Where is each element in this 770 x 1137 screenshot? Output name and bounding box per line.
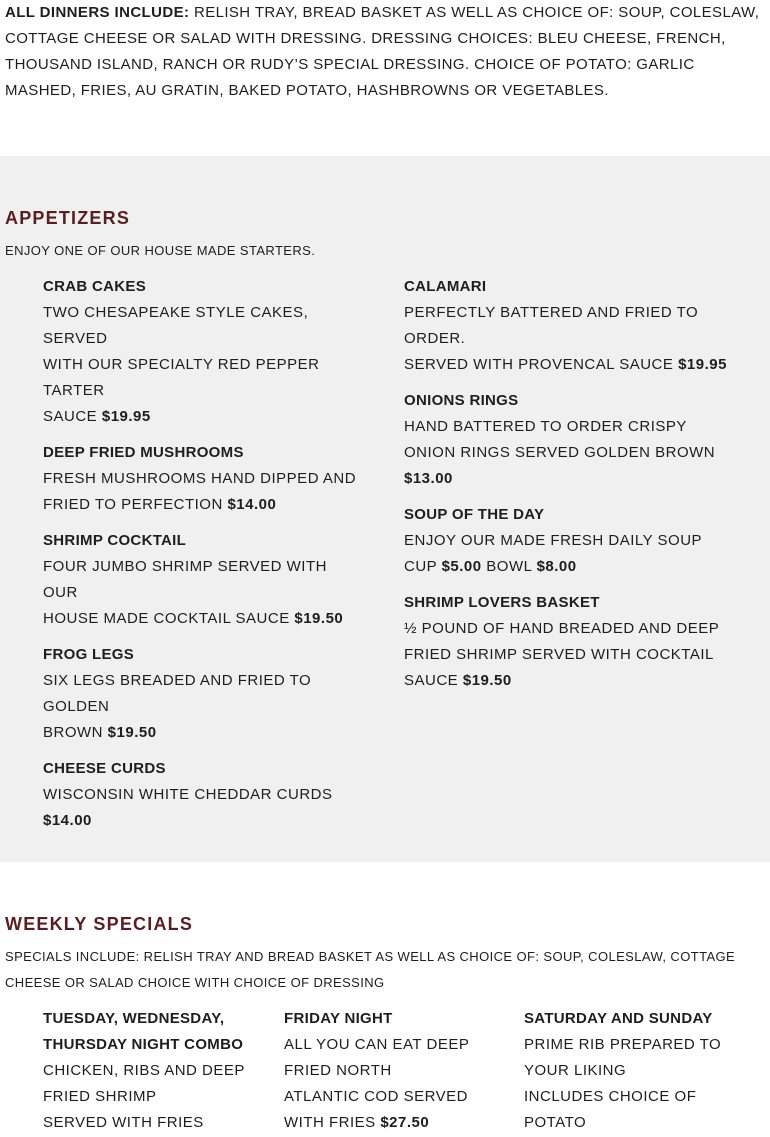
- item-description: [404, 300, 770, 378]
- item-description: [284, 1032, 524, 1136]
- weekly-specials-section: [0, 862, 770, 1136]
- desc-line: SERVED: [43, 330, 108, 347]
- name-line: FRIDAY NIGHT: [284, 1010, 393, 1027]
- desc-line: FOUR JUMBO SHRIMP SERVED WITH OUR: [43, 558, 327, 601]
- weekly-specials-description: [0, 944, 770, 996]
- item-description: [43, 782, 361, 834]
- desc-line: WITH FRIES: [284, 1114, 381, 1131]
- desc-line: FRESH MUSHROOMS HAND DIPPED AND: [43, 470, 357, 487]
- menu-item: [43, 528, 361, 632]
- desc-line: HOUSE MADE COCKTAIL SAUCE: [43, 610, 295, 627]
- appetizers-right-column: [361, 274, 770, 844]
- appetizers-columns: [0, 274, 770, 844]
- appetizers-heading: APPETIZERS: [5, 208, 131, 228]
- desc-line: WITH OUR SPECIALTY RED PEPPER: [43, 356, 320, 373]
- item-name: [284, 1006, 524, 1032]
- item-description: [43, 300, 361, 430]
- menu-item: [43, 274, 361, 430]
- item-name: SHRIMP LOVERS BASKET: [404, 594, 600, 611]
- item-price: $13.00: [404, 470, 453, 487]
- item-name: SOUP OF THE DAY: [404, 506, 545, 523]
- item-description: [404, 528, 770, 580]
- desc-line: ORDER.: [404, 330, 466, 347]
- item-price: $19.95: [678, 356, 727, 373]
- bowl-label: BOWL: [481, 558, 537, 575]
- desc-line: ENJOY OUR MADE FRESH DAILY SOUP: [404, 532, 703, 549]
- item-name: ONIONS RINGS: [404, 392, 519, 409]
- item-description: [43, 668, 361, 746]
- desc-line: FRIED TO PERFECTION: [43, 496, 228, 513]
- menu-item: [404, 590, 770, 694]
- name-line: TUESDAY, WEDNESDAY,: [43, 1010, 225, 1027]
- desc-line: TARTER: [43, 382, 105, 399]
- desc-line: HAND BATTERED TO ORDER CRISPY: [404, 418, 687, 435]
- item-name: CALAMARI: [404, 278, 487, 295]
- item-price: $14.00: [227, 496, 277, 513]
- appetizers-section: [0, 156, 770, 862]
- desc-line: SAUCE: [43, 408, 102, 425]
- desc-line: SPECIALS INCLUDE: RELISH TRAY AND BREAD BASKET AS WELL AS CHOICE OF: SOUP, COLESLAW, COTTAGE: [5, 949, 736, 964]
- weekly-specials-columns: [0, 1006, 770, 1136]
- desc-line: FRIED SHRIMP SERVED WITH COCKTAIL: [404, 646, 714, 663]
- item-price: $19.50: [107, 724, 157, 741]
- special-item: [524, 1006, 770, 1136]
- desc-line: SERVED WITH FRIES: [43, 1114, 204, 1131]
- desc-line: INCLUDES CHOICE OF: [524, 1088, 697, 1105]
- menu-item: [43, 642, 361, 746]
- desc-line: GOLDEN: [43, 698, 110, 715]
- menu-item: [404, 502, 770, 580]
- desc-line: SIX LEGS BREADED AND FRIED TO: [43, 672, 312, 689]
- desc-line: PRIME RIB PREPARED TO: [524, 1036, 722, 1053]
- desc-line: CHEESE OR SALAD CHOICE WITH CHOICE OF DRESSING: [5, 975, 385, 990]
- desc-line: FRIED NORTH: [284, 1062, 392, 1079]
- desc-line: ONION RINGS SERVED GOLDEN BROWN: [404, 444, 716, 461]
- menu-item: [404, 274, 770, 378]
- weekly-specials-heading: WEEKLY SPECIALS: [5, 914, 194, 934]
- menu-item: [43, 756, 361, 834]
- desc-line: ½ POUND OF HAND BREADED AND DEEP: [404, 620, 720, 637]
- item-name: [43, 1006, 284, 1058]
- item-description: [43, 1058, 284, 1136]
- item-name: FROG LEGS: [43, 646, 135, 663]
- cup-label: CUP: [404, 558, 442, 575]
- special-item: [0, 1006, 284, 1136]
- desc-line: POTATO: [524, 1114, 587, 1131]
- item-name: SHRIMP COCKTAIL: [43, 532, 187, 549]
- item-price: $19.50: [294, 610, 344, 627]
- desc-line: SAUCE: [404, 672, 463, 689]
- desc-line: TWO CHESAPEAKE STYLE CAKES,: [43, 304, 309, 321]
- appetizers-description: ENJOY ONE OF OUR HOUSE MADE STARTERS.: [5, 243, 316, 258]
- item-description: [524, 1032, 770, 1136]
- item-price: $19.95: [101, 408, 151, 425]
- desc-line: PERFECTLY BATTERED AND FRIED TO: [404, 304, 699, 321]
- item-price: $27.50: [380, 1114, 430, 1131]
- item-description: [43, 554, 361, 632]
- item-description: [404, 414, 770, 492]
- desc-line: YOUR LIKING: [524, 1062, 627, 1079]
- desc-line: WISCONSIN WHITE CHEDDAR CURDS: [43, 786, 333, 803]
- cup-price: $5.00: [441, 558, 482, 575]
- item-description: [43, 466, 361, 518]
- desc-line: ALL YOU CAN EAT DEEP: [284, 1036, 470, 1053]
- item-name: CHEESE CURDS: [43, 760, 166, 777]
- dinners-include-label: ALL DINNERS INCLUDE:: [5, 4, 190, 21]
- item-price: $19.50: [462, 672, 512, 689]
- item-name: CRAB CAKES: [43, 278, 147, 295]
- appetizers-left-column: [0, 274, 361, 844]
- name-line: THURSDAY NIGHT COMBO: [43, 1036, 244, 1053]
- desc-line: FRIED SHRIMP: [43, 1088, 157, 1105]
- desc-line: CHICKEN, RIBS AND DEEP: [43, 1062, 245, 1079]
- item-price: $14.00: [43, 812, 92, 829]
- desc-line: ATLANTIC COD SERVED: [284, 1088, 468, 1105]
- dinners-include-note: [0, 0, 770, 104]
- item-name: [524, 1006, 770, 1032]
- item-description: [404, 616, 770, 694]
- desc-line: SERVED WITH PROVENCAL SAUCE: [404, 356, 679, 373]
- bowl-price: $8.00: [536, 558, 577, 575]
- name-line: SATURDAY AND SUNDAY: [524, 1010, 713, 1027]
- desc-line: BROWN: [43, 724, 108, 741]
- item-name: DEEP FRIED MUSHROOMS: [43, 444, 244, 461]
- menu-item: [404, 388, 770, 492]
- menu-item: [43, 440, 361, 518]
- dinners-include-text: RELISH TRAY, BREAD BASKET AS WELL AS CHOICE OF: SOUP, COLESLAW, COTTAGE CHEESE OR SALAD WITH DRESSING. DRESSING CHOICES: BLEU CHEESE, FRENCH, THOUSAND ISLAND, RANCH OR RUDY’S SPECIAL DRESSING. CHOICE OF POTATO: GARLIC MASHED, FRIES, AU GRATIN, BAKED POTATO, HASHBROWNS OR VEGETABLES.: [5, 4, 760, 99]
- special-item: [284, 1006, 524, 1136]
